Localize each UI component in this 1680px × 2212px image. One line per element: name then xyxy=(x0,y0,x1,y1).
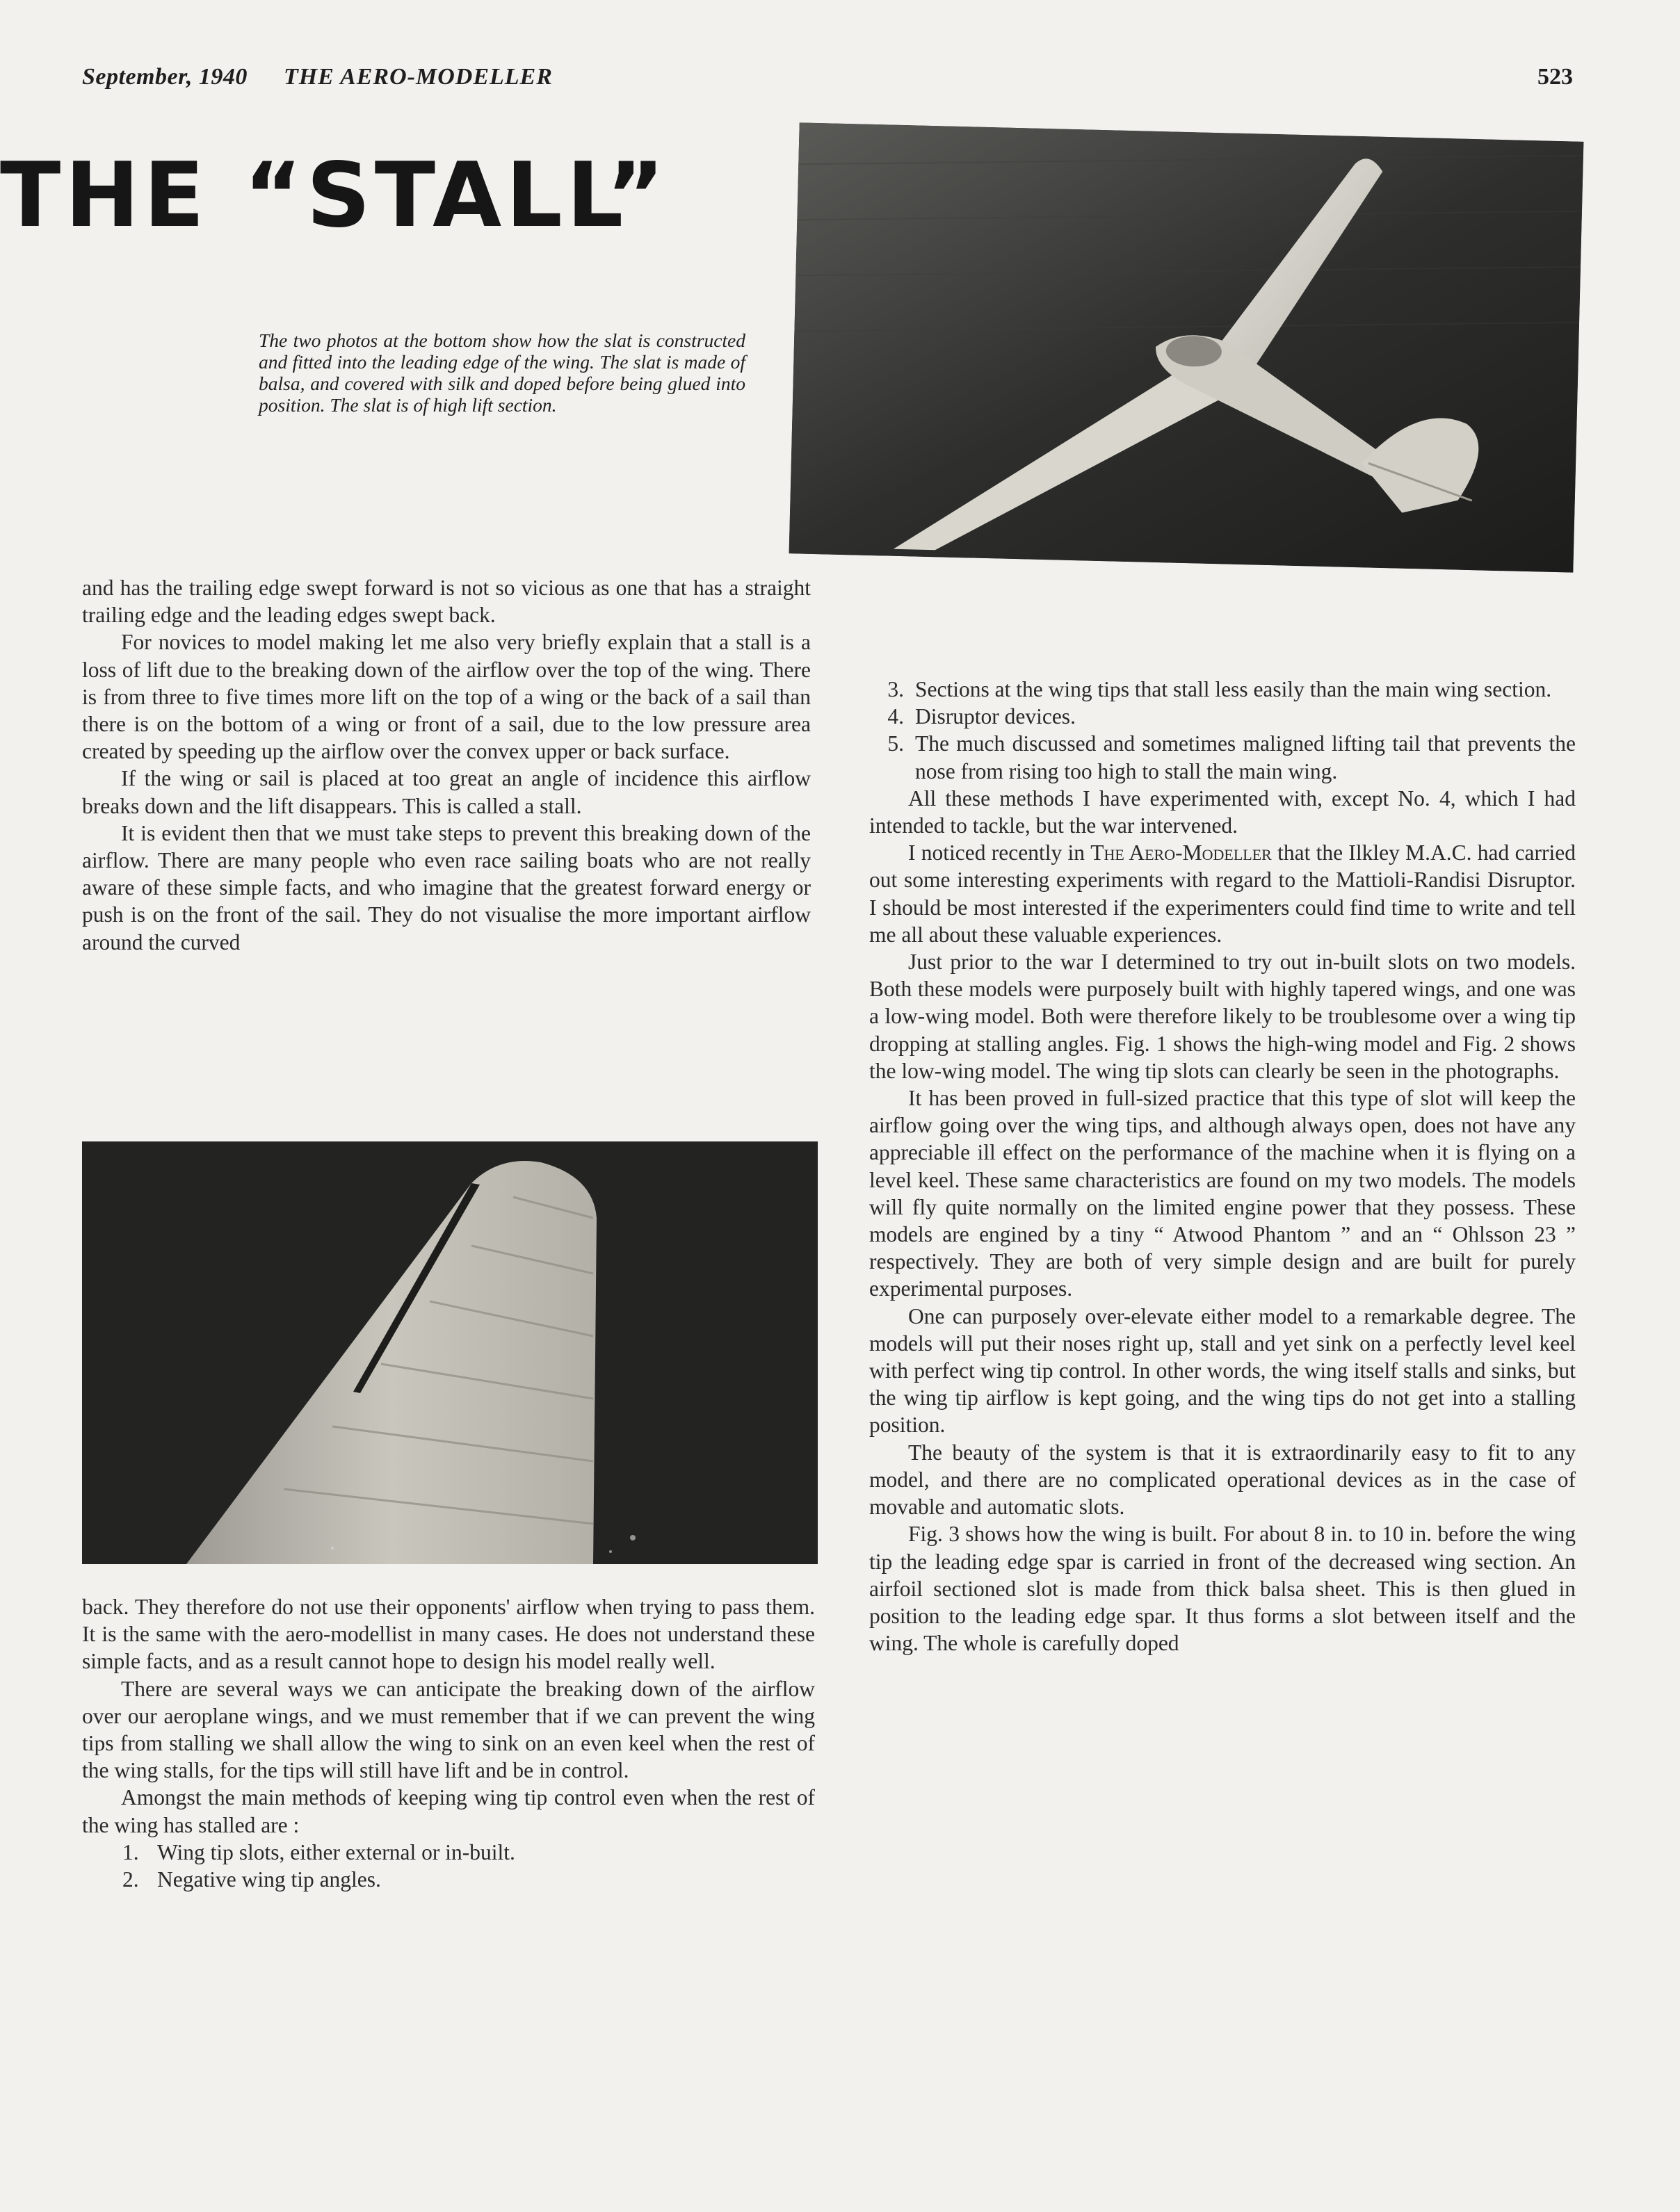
methods-list xyxy=(82,1839,815,1893)
paragraph: and has the trailing edge swept forward is not so vicious as one that has a straight trailing edge and the leading edges swept back. xyxy=(82,576,811,628)
column2-text xyxy=(869,676,1576,1657)
paragraph xyxy=(869,839,1576,948)
list-item xyxy=(869,676,1576,703)
paragraph: back. They therefore do not use their opponents' airflow when trying to pass them. It is the same with the aero-modellist in many cases. He does not understand these simple facts, and as a result cannot hope to design his model really well. xyxy=(82,1595,815,1674)
list-text: The much discussed and sometimes maligned lifting tail that prevents the nose from rising too high to stall the main wing. xyxy=(915,731,1576,783)
text-run: I noticed recently in xyxy=(908,840,1091,865)
magazine-reference: The Aero-Modeller xyxy=(1090,840,1272,865)
issue-date: September, 1940 xyxy=(82,64,248,90)
photo-caption: The two photos at the bottom show how the slat is constructed and fitted into the leading edge of the wing. The slat is made of balsa, and covered with silk and doped before being glued into position. The slat is of high lift section. xyxy=(259,330,745,416)
paragraph: Just prior to the war I determined to try out in-built slots on two models. Both these models were purposely built with highly tapered wings, and one was a low-wing model. Both were therefore likely to be troublesome over a wing tip dropping at stalling angles. Fig. 1 shows the high-wing model and Fig. 2 shows the low-wing model. The wing tip slots can clearly be seen in the photographs. xyxy=(869,950,1576,1083)
methods-list-continued xyxy=(869,676,1576,785)
article-title: THE “STALL” xyxy=(0,144,669,247)
paragraph: The beauty of the system is that it is extraordinarily easy to fit to any model, and there are no complicated operational devices as in the case of movable and automatic slots. xyxy=(869,1440,1576,1520)
list-number: 1. xyxy=(122,1839,139,1864)
list-text: Wing tip slots, either external or in-built. xyxy=(157,1839,515,1864)
paragraph: It has been proved in full-sized practice that this type of slot will keep the airflow going over the wing tips, and although always open, does not have any appreciable ill effect on the performance of the machine when it is flying on a level keel. These same characteristics are found on my two models. The models will fly quite normally on the limited engine power that they possess. These models are engined by a tiny “ Atwood Phantom ” and an “ Ohlsson 23 ” respectively. They are both of very simple design and are built for purely experimental purposes. xyxy=(869,1086,1576,1301)
list-item xyxy=(82,1839,815,1866)
paragraph: All these methods I have experimented with, except No. 4, which I had intended to tackle, but the war intervened. xyxy=(869,786,1576,838)
list-number: 5. xyxy=(887,731,904,756)
text-run: that the Ilkley M.A.C. had carried out some interesting experiments with regard to the Mattioli-Randisi Disruptor. I should be most interested if the experimenters could find time to write and tell me all about these valuable experiences. xyxy=(869,840,1576,947)
list-number: 4. xyxy=(887,704,904,729)
list-item xyxy=(869,730,1576,784)
list-text: Sections at the wing tips that stall less easily than the main wing section. xyxy=(915,677,1552,701)
list-number: 3. xyxy=(887,677,904,701)
column1-top-text xyxy=(82,574,811,956)
list-number: 2. xyxy=(122,1867,139,1892)
paragraph: There are several ways we can anticipate the breaking down of the airflow over our aeroplane wings, and we must remember that if we can prevent the wing tips from stalling we shall allow the wing to sink on an even keel when the rest of the wing stalls, for the tips will still have lift and be in control. xyxy=(82,1676,815,1783)
page-number: 523 xyxy=(1537,64,1573,90)
paragraph: For novices to model making let me also very briefly explain that a stall is a loss of lift due to the breaking down of the airflow over the top of the wing. There is from three to five times more lift on the top of a wing or the back of a sail than there is on the bottom of a wing or front of a sail, due to the low pressure area created by speeding up the airflow over the convex upper or back surface. xyxy=(82,630,811,764)
list-item xyxy=(869,703,1576,730)
paragraph: Amongst the main methods of keeping wing tip control even when the rest of the wing has stalled are : xyxy=(82,1785,815,1837)
list-text: Negative wing tip angles. xyxy=(157,1867,381,1892)
list-text: Disruptor devices. xyxy=(915,704,1076,729)
running-head xyxy=(82,64,553,90)
model-plane-illustration xyxy=(789,122,1584,572)
magazine-name: THE AERO-MODELLER xyxy=(283,64,553,90)
column1-bottom-text xyxy=(82,1593,815,1893)
paragraph: Fig. 3 shows how the wing is built. For about 8 in. to 10 in. before the wing tip the leading edge spar is carried in front of the decreased wing section. An airfoil sectioned slot is made from thick balsa sheet. This is then glued in position to the leading edge spar. It thus forms a slot between itself and the wing. The whole is carefully doped xyxy=(869,1522,1576,1656)
paragraph: One can purposely over-elevate either model to a remarkable degree. The models will put their noses right up, stall and yet sink on a perfectly level keel with perfect wing tip control. In other words, the wing itself stalls and sinks, but the wing tip airflow is kept going, and the wing tips do not get into a stalling position. xyxy=(869,1303,1576,1438)
paragraph: It is evident then that we must take steps to prevent this breaking down of the airflow. There are many people who even race sailing boats who are not really aware of these simple facts, and who imagine that the greatest forward energy or push is on the front of the sail. They do not visualise the more important airflow around the curved xyxy=(82,820,811,954)
model-plane-photo xyxy=(789,122,1584,572)
list-item xyxy=(82,1866,815,1893)
paragraph: If the wing or sail is placed at too great an angle of incidence this airflow breaks down and the lift disappears. This is called a stall. xyxy=(82,766,811,818)
wing-slot-illustration xyxy=(82,1141,818,1564)
wing-slot-photo xyxy=(82,1141,818,1564)
